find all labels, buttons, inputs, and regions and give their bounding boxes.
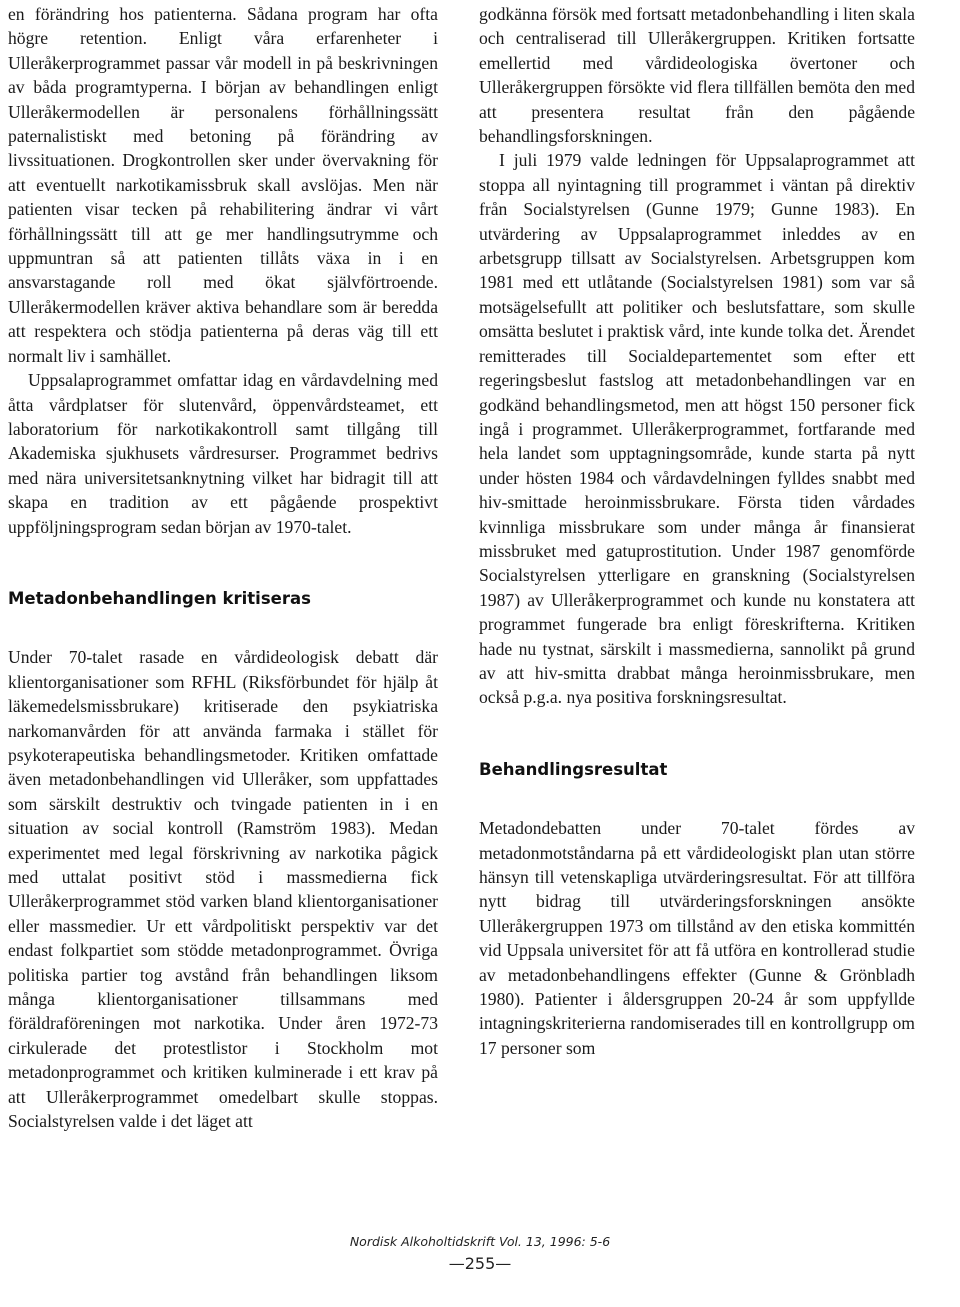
page-number: —255—	[448, 1254, 512, 1273]
left-paragraph-1: en förändring hos patienterna. Sådana program har ofta högre retention. Enligt våra erfarenheter i Ulleråkerprogrammet passar vår modell in på beskrivningen av båda programtyperna. I början av behandlingen enligt Ulleråkermodellen är personalens förhållningssätt paternalistiskt med betoning på förändring av livssituationen. Drogkontrollen sker under övervakning för att eventuellt narkotikamissbruk skall avslöjas. Men när patienten visar tecken på rehabilitering ändrar vi vårt förhållningssätt till att ge mer handlingsutrymme och uppmuntran så att patienten tillåts växa in i en ansvarstagande roll med ökat självförtroende. Ulleråkermodellen kräver aktiva behandlare som är beredda att respektera och stödja patienterna på deras väg till ett normalt liv i samhället.	[8, 4, 438, 366]
journal-citation: Nordisk Alkoholtidskrift Vol. 13, 1996: 5-6	[349, 1234, 611, 1249]
left-paragraph-3: Under 70-talet rasade en vårdideologisk debatt där klientorganisationer som RFHL (Riksförbundet för hjälp åt läkemedelsmissbrukare) kritiserade den psykiatriska narkomanvården för att använda farmaka i stället för psykoterapeutiska behandlingsmetoder. Kritiken omfattade även metadonbehandlingen vid Ulleråker, som uppfattades som särskilt destruktiv och tvingade patienten in i en situation av social kontroll (Ramström 1983). Medan experimentet med legal förskrivning av narkotika pågick med uttalat positivt stöd i massmedierna fick Ulleråkerprogrammet stöd varken bland klientorganisationer eller massmedier. Ur ett vårdpolitiskt perspektiv var det endast folkpartiet som stödde metadonprogrammet. Övriga politiska partier tog avstånd från behandlingen liksom många klientorganisationer tillsammans med föräldraföreningen mot narkotika. Under åren 1972-73 cirkulerade det protestlistor i Stockholm mot metadonprogrammet och kritiken kulminerade i ett krav på att Ulleråkerprogrammet omedelbart skulle stoppas. Socialstyrelsen valde i det läget att	[8, 647, 438, 1132]
right-paragraph-3: Metadondebatten under 70-talet fördes av metadonmotståndarna på ett vårdideologiskt plan utan större hänsyn till vetenskapliga utvärderingsresultat. För att tillföra nytt bidrag till utvärderingsforskningen ansökte Ulleråkergruppen 1973 om tillstånd av den etiska kommittén vid Uppsala universitet för att få utföra en kontrollerad studie av metadonbehandlingens effekter (Gunne & Grönbladh 1980). Patienter i åldersgruppen 20-24 år som uppfyllde intagningskriterierna randomiserades till en kontrollgrupp om 17 personer som	[479, 818, 915, 1058]
right-paragraph-2: I juli 1979 valde ledningen för Uppsalaprogrammet att stoppa all nyintagning till programmet i väntan på direktiv från Socialstyrelsen (Gunne 1979; Gunne 1983). En utvärdering av Uppsalaprogrammet inleddes av en arbetsgrupp tillsatt av Socialstyrelsen. Arbetsgruppen kom 1981 med ett utlåtande (Socialstyrelsen 1981) som var så motsägelsefullt att politiker och beslutsfattare, som skulle omsätta beslutet i praktisk vård, inte kunde tolka det. Ärendet remitterades till Socialdepartementet som efter ett regeringsbeslut fastslog att metadonbehandlingen var en godkänd behandlingsmetod, men att högst 150 personer fick ingå i programmet. Ulleråkerprogrammet, fortfarande med hela landet som upptagningsområde, kunde starta på nytt under hösten 1984 och vårdavdelningen fylldes snabbt med hiv-smittade heroinmissbrukare. Första tiden vårdades kvinnliga missbrukare som under många år finansierat missbruket med gatuprostitution. Under 1987 genomförde Socialstyrelsen ytterligare en granskning (Socialstyrelsen 1987) av Ulleråkerprogrammet och kunde nu konstatera att programmet fungerade bra enligt föreskrifterna. Kritiken hade nu tystnat, särskilt i massmedierna, sannolikt på grund av att hiv-smitta drabbat många heroinmissbrukare, men också p.g.a. nya positiva forskningsresultat.	[479, 150, 915, 708]
right-paragraph-1: godkänna försök med fortsatt metadonbehandling i liten skala och centraliserad till Ulleråkergruppen. Kritiken fortsatte emellertid med vårdideologiska övertoner och Ulleråkergruppen försökte vid flera tillfällen bemöta den med att presentera resultat från den pågående behandlingsforskningen.	[479, 4, 915, 147]
section-heading-metadon-kritiseras: Metadonbehandlingen kritiseras	[8, 588, 311, 608]
section-heading-behandlingsresultat: Behandlingsresultat	[479, 759, 668, 779]
left-column	[8, 2, 438, 1133]
right-column	[479, 2, 915, 1060]
left-paragraph-2: Uppsalaprogrammet omfattar idag en vårdavdelning med åtta vårdplatser för slutenvård, öppenvårdsteamet, ett laboratorium för narkotikakontroll samt tillgång till Akademiska sjukhusets vårdresurser. Programmet bedrivs med nära universitetsanknytning vilket har bidragit till att skapa en tradition av ett pågående prospektivt uppföljningsprogram sedan början av 1970-talet.	[8, 370, 438, 537]
